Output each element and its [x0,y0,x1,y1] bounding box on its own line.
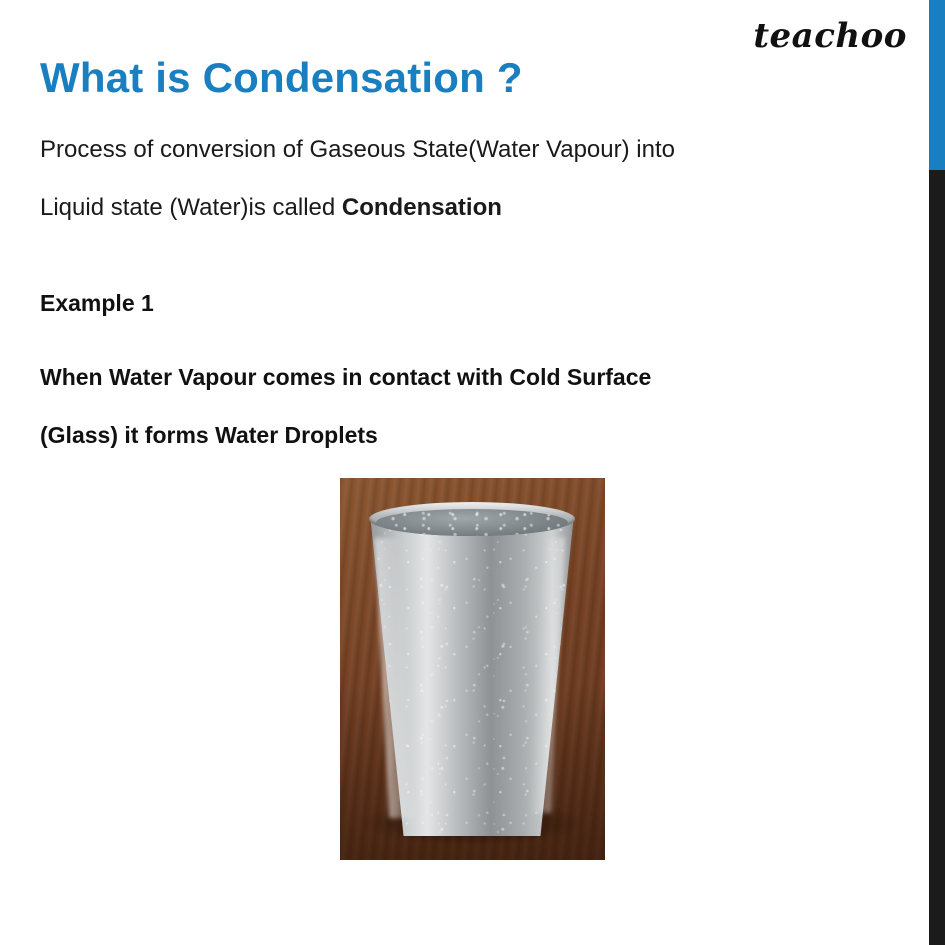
definition-keyword: Condensation [341,194,502,221]
example-line-1: When Water Vapour comes in contact with Cold Surface [40,364,652,390]
example-line-2: (Glass) it forms Water Droplets [40,422,378,448]
definition-line-1: Process of conversion of Gaseous State(Water Vapour) into [40,136,675,163]
right-edge-blue-bar [929,0,945,170]
definition-line-2 [40,196,502,220]
condensation-photo [340,478,605,860]
right-edge-dark-bar [929,170,945,945]
liquid-bubbles [376,509,568,536]
definition-line-2-text: Liquid state (Water)is called [40,194,342,221]
teachoo-logo: teachoo [753,16,907,56]
example-heading: Example 1 [40,290,154,316]
page-title: What is Condensation ? [40,54,523,101]
